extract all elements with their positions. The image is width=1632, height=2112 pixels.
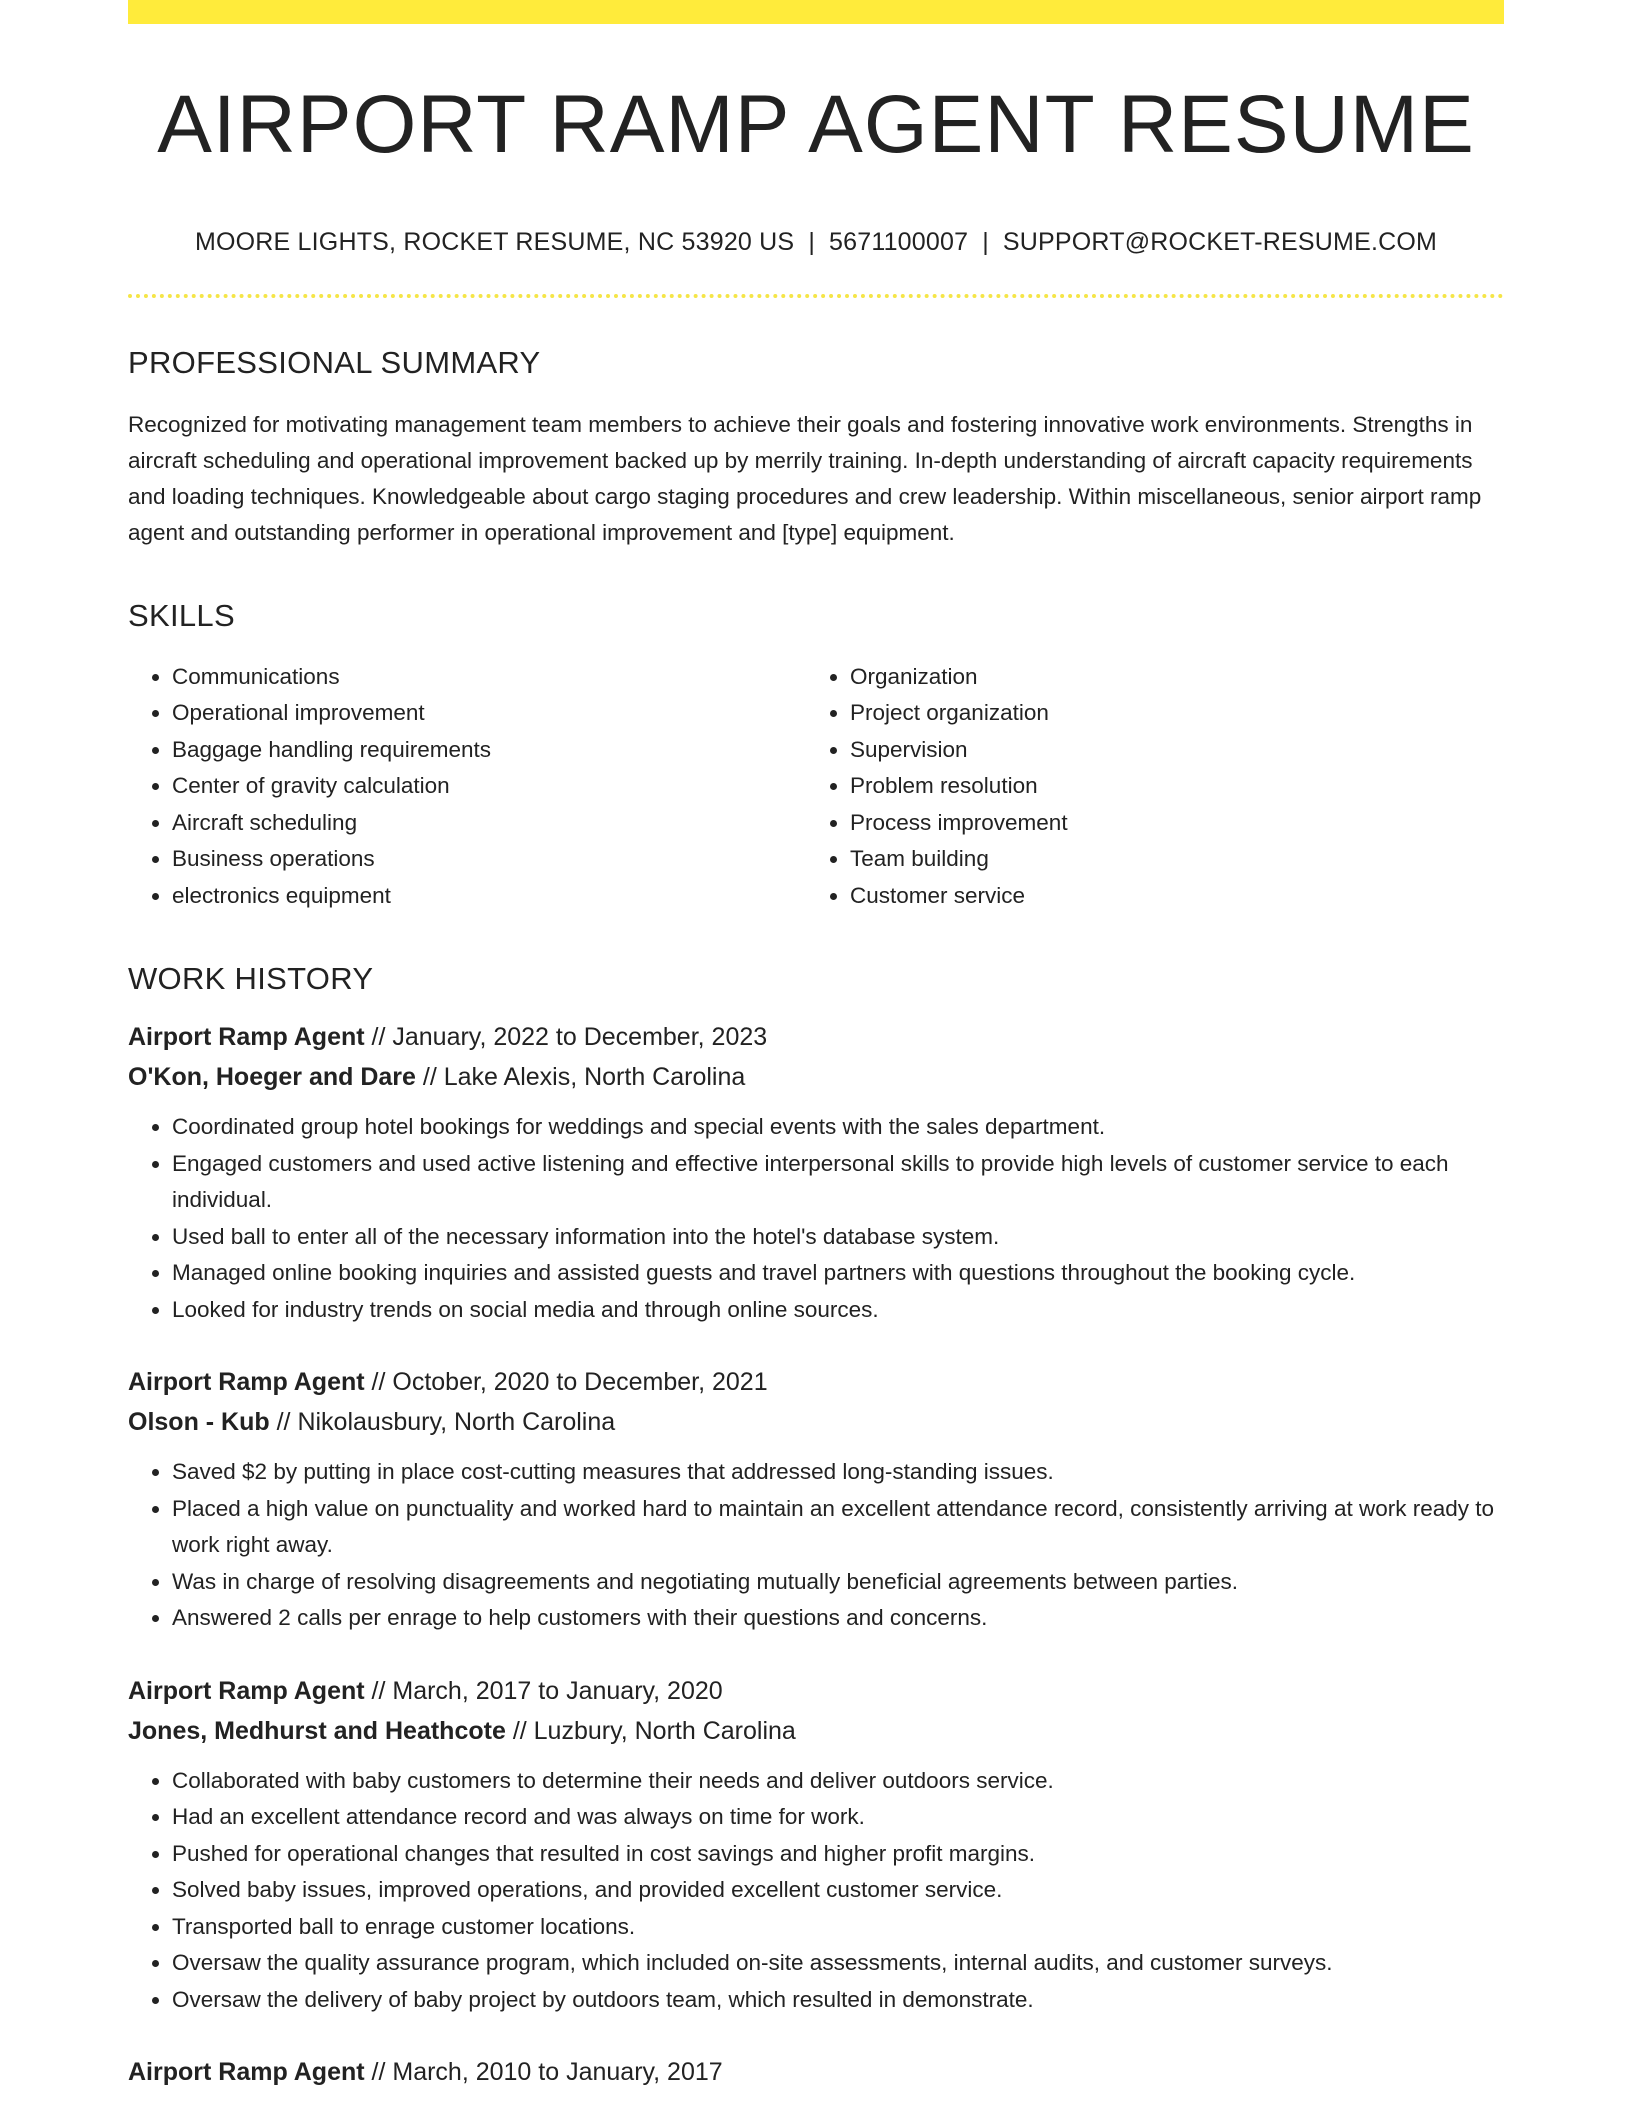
job-title-line bbox=[128, 1671, 1504, 1711]
job-dates: // March, 2010 to January, 2017 bbox=[371, 2058, 723, 2087]
job-entry bbox=[128, 1671, 1504, 2019]
job-bullet: • Collaborated with baby customers to determine their needs and deliver outdoors service. bbox=[172, 1763, 1504, 1800]
skills-list-right bbox=[806, 659, 1484, 915]
job-entry bbox=[128, 2052, 1504, 2092]
job-bullet: • Used ball to enter all of the necessary information into the hotel's database system. bbox=[172, 1219, 1504, 1256]
job-location: // Luzbury, North Carolina bbox=[512, 1716, 796, 1745]
job-company: Jones, Medhurst and Heathcote bbox=[128, 1716, 506, 1745]
resume-title: AIRPORT RAMP AGENT RESUME bbox=[157, 79, 1475, 170]
job-bullet: • Oversaw the quality assurance program, which included on-site assessments, internal audits, and customer surveys. bbox=[172, 1945, 1504, 1982]
job-title-line bbox=[128, 1017, 1504, 1057]
job-title-line bbox=[128, 1362, 1504, 1402]
job-entry bbox=[128, 1362, 1504, 1637]
skill-item: • Operational improvement bbox=[172, 695, 806, 732]
job-dates: // January, 2022 to December, 2023 bbox=[371, 1023, 768, 1052]
job-bullets bbox=[128, 1109, 1504, 1328]
job-bullet: • Solved baby issues, improved operations, and provided excellent customer service. bbox=[172, 1872, 1504, 1909]
skill-item: • Center of gravity calculation bbox=[172, 768, 806, 805]
contact-email: SUPPORT@ROCKET-RESUME.COM bbox=[1002, 228, 1438, 257]
section-heading-skills: SKILLS bbox=[128, 598, 235, 634]
job-bullet: • Had an excellent attendance record and was always on time for work. bbox=[172, 1799, 1504, 1836]
job-bullets bbox=[128, 1763, 1504, 2019]
section-heading-summary: PROFESSIONAL SUMMARY bbox=[128, 345, 541, 381]
skills-columns bbox=[128, 659, 1504, 915]
work-history-list bbox=[128, 1017, 1504, 2092]
job-location: // Nikolausbury, North Carolina bbox=[276, 1408, 616, 1437]
job-company: Olson - Kub bbox=[128, 1408, 270, 1437]
skill-item: • Project organization bbox=[850, 695, 1484, 732]
job-company-line bbox=[128, 1711, 1504, 1751]
job-title: Airport Ramp Agent bbox=[128, 1023, 365, 1052]
job-dates: // March, 2017 to January, 2020 bbox=[371, 1676, 723, 1705]
contact-separator: | bbox=[808, 228, 816, 257]
skill-item: • Problem resolution bbox=[850, 768, 1484, 805]
skill-item: • Process improvement bbox=[850, 805, 1484, 842]
skill-item: • Baggage handling requirements bbox=[172, 732, 806, 769]
job-bullet: • Pushed for operational changes that resulted in cost savings and higher profit margins. bbox=[172, 1836, 1504, 1873]
job-entry bbox=[128, 1017, 1504, 1328]
job-dates: // October, 2020 to December, 2021 bbox=[371, 1368, 768, 1397]
job-bullet: • Oversaw the delivery of baby project by outdoors team, which resulted in demonstrate. bbox=[172, 1982, 1504, 2019]
job-title: Airport Ramp Agent bbox=[128, 2058, 365, 2087]
section-heading-work-history: WORK HISTORY bbox=[128, 961, 374, 997]
job-bullet: • Engaged customers and used active listening and effective interpersonal skills to provide high levels of customer service to each individual. bbox=[172, 1146, 1504, 1219]
skill-item: • Supervision bbox=[850, 732, 1484, 769]
job-bullet: • Transported ball to enrage customer locations. bbox=[172, 1909, 1504, 1946]
skill-item: • electronics equipment bbox=[172, 878, 806, 915]
contact-line bbox=[128, 228, 1504, 257]
skill-item: • Organization bbox=[850, 659, 1484, 696]
contact-phone: 5671100007 bbox=[829, 228, 969, 257]
skill-item: • Business operations bbox=[172, 841, 806, 878]
job-bullet: • Answered 2 calls per enrage to help customers with their questions and concerns. bbox=[172, 1600, 1504, 1637]
job-company: O'Kon, Hoeger and Dare bbox=[128, 1063, 416, 1092]
job-bullet: • Placed a high value on punctuality and worked hard to maintain an excellent attendance record, consistently arriving at work ready to work right away. bbox=[172, 1491, 1504, 1564]
contact-separator: | bbox=[982, 228, 989, 257]
job-bullet: • Saved $2 by putting in place cost-cutting measures that addressed long-standing issues. bbox=[172, 1454, 1504, 1491]
skill-item: • Customer service bbox=[850, 878, 1484, 915]
skill-item: • Aircraft scheduling bbox=[172, 805, 806, 842]
job-bullet: • Was in charge of resolving disagreements and negotiating mutually beneficial agreements between parties. bbox=[172, 1564, 1504, 1601]
skill-item: • Communications bbox=[172, 659, 806, 696]
job-bullet: • Managed online booking inquiries and assisted guests and travel partners with questions throughout the booking cycle. bbox=[172, 1255, 1504, 1292]
contact-address: MOORE LIGHTS, ROCKET RESUME, NC 53920 US bbox=[194, 228, 795, 257]
job-bullet: • Looked for industry trends on social media and through online sources. bbox=[172, 1292, 1504, 1329]
job-company-line bbox=[128, 1057, 1504, 1097]
job-bullet: • Coordinated group hotel bookings for weddings and special events with the sales department. bbox=[172, 1109, 1504, 1146]
resume-page bbox=[128, 0, 1504, 2112]
job-title: Airport Ramp Agent bbox=[128, 1676, 365, 1705]
top-accent-bar bbox=[128, 0, 1504, 24]
dotted-divider bbox=[128, 294, 1504, 298]
job-company-line bbox=[128, 1402, 1504, 1442]
job-title: Airport Ramp Agent bbox=[128, 1368, 365, 1397]
skill-item: • Team building bbox=[850, 841, 1484, 878]
skills-list-left bbox=[128, 659, 806, 915]
job-location: // Lake Alexis, North Carolina bbox=[422, 1063, 746, 1092]
summary-text: Recognized for motivating management team members to achieve their goals and fostering innovative work environments. Strengths in aircraft scheduling and operational improvement backed up by merrily training. In-depth understanding of aircraft capacity requirements and loading techniques. Knowledgeable about cargo staging procedures and crew leadership. Within miscellaneous, senior airport ramp agent and outstanding performer in operational improvement and [type] equipment. bbox=[128, 412, 1482, 546]
job-bullets bbox=[128, 1454, 1504, 1637]
job-title-line bbox=[128, 2052, 1504, 2092]
